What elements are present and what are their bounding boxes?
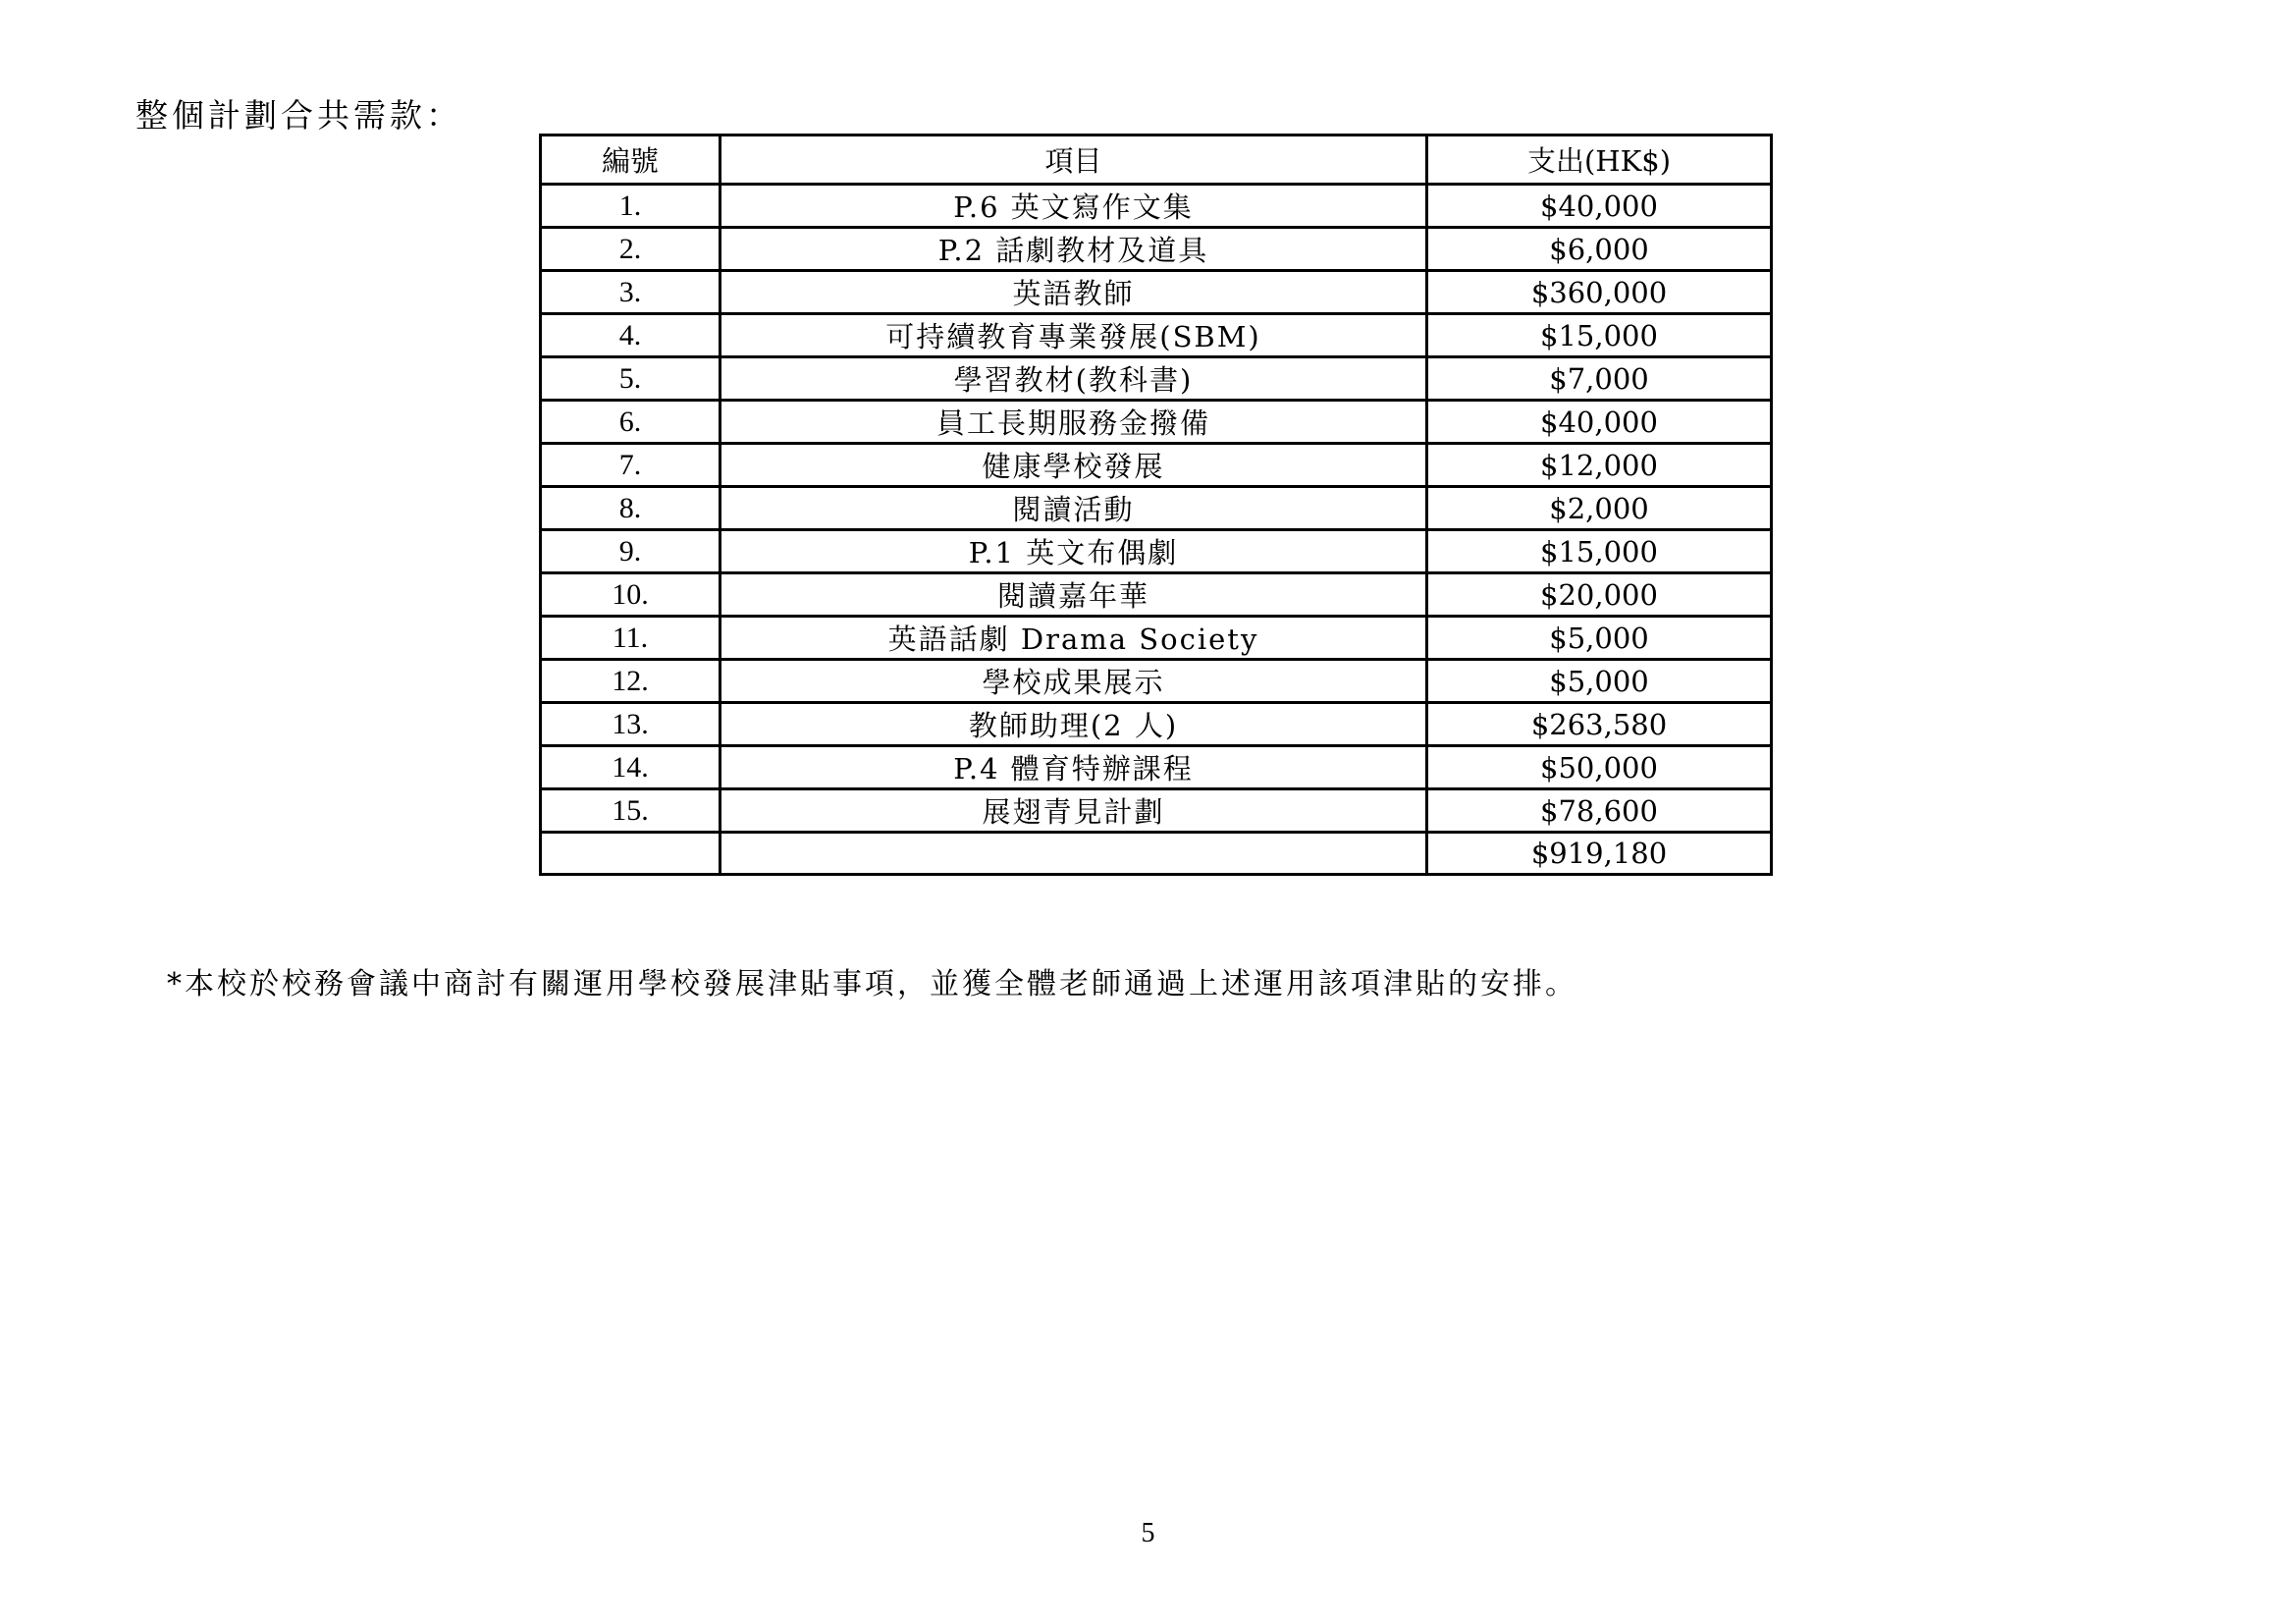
row-number: 1.: [541, 185, 721, 228]
header-item: 項目: [721, 135, 1427, 185]
row-number: 11.: [541, 617, 721, 660]
table-row: [541, 228, 1772, 271]
table-row: [541, 703, 1772, 746]
row-expense: $40,000: [1427, 185, 1772, 228]
page-number: 5: [1141, 1518, 1155, 1548]
row-item: P.2 話劇教材及道具: [721, 228, 1427, 271]
row-expense: $12,000: [1427, 444, 1772, 487]
header-expense: 支出(HK$): [1427, 135, 1772, 185]
row-number: 6.: [541, 401, 721, 444]
row-item: P.1 英文布偶劇: [721, 530, 1427, 573]
row-expense: $40,000: [1427, 401, 1772, 444]
table-row: [541, 530, 1772, 573]
page-heading: 整個計劃合共需款：: [135, 96, 462, 135]
row-item: 教師助理(2 人): [721, 703, 1427, 746]
table-row: [541, 617, 1772, 660]
row-number: 13.: [541, 703, 721, 746]
row-item: 學習教材(教科書): [721, 357, 1427, 401]
table-row: [541, 660, 1772, 703]
row-number: 12.: [541, 660, 721, 703]
row-number: 4.: [541, 314, 721, 357]
table-row: [541, 789, 1772, 833]
row-number: 10.: [541, 573, 721, 617]
row-item: 閱讀活動: [721, 487, 1427, 530]
row-number: 15.: [541, 789, 721, 833]
table-row: [541, 271, 1772, 314]
table-row: [541, 401, 1772, 444]
row-expense: $7,000: [1427, 357, 1772, 401]
row-expense: $50,000: [1427, 746, 1772, 789]
row-number: 9.: [541, 530, 721, 573]
row-number: 14.: [541, 746, 721, 789]
row-item: 學校成果展示: [721, 660, 1427, 703]
table-row: [541, 357, 1772, 401]
table-row: [541, 185, 1772, 228]
row-item: P.4 體育特辦課程: [721, 746, 1427, 789]
total-row: [541, 833, 1772, 875]
row-expense: $6,000: [1427, 228, 1772, 271]
row-number: 8.: [541, 487, 721, 530]
row-expense: $15,000: [1427, 314, 1772, 357]
row-item: 健康學校發展: [721, 444, 1427, 487]
row-item: 英語話劇 Drama Society: [721, 617, 1427, 660]
row-number: 7.: [541, 444, 721, 487]
table-row: [541, 573, 1772, 617]
table-row: [541, 487, 1772, 530]
table-row: [541, 444, 1772, 487]
row-number: 5.: [541, 357, 721, 401]
row-expense: $2,000: [1427, 487, 1772, 530]
row-item: 展翅青見計劃: [721, 789, 1427, 833]
row-expense: $263,580: [1427, 703, 1772, 746]
total-number-cell: [541, 833, 721, 875]
row-item: P.6 英文寫作文集: [721, 185, 1427, 228]
footnote: *本校於校務會議中商討有關運用學校發展津貼事項，並獲全體老師通過上述運用該項津貼的安排。: [167, 967, 1577, 1001]
row-expense: $78,600: [1427, 789, 1772, 833]
row-number: 3.: [541, 271, 721, 314]
header-number: 編號: [541, 135, 721, 185]
row-expense: $360,000: [1427, 271, 1772, 314]
table-row: [541, 314, 1772, 357]
table-header-row: [541, 135, 1772, 185]
row-expense: $5,000: [1427, 617, 1772, 660]
row-item: 英語教師: [721, 271, 1427, 314]
budget-table: [539, 134, 1773, 876]
row-expense: $20,000: [1427, 573, 1772, 617]
table-row: [541, 746, 1772, 789]
total-item-cell: [721, 833, 1427, 875]
row-expense: $5,000: [1427, 660, 1772, 703]
row-item: 可持續教育專業發展(SBM): [721, 314, 1427, 357]
row-item: 閱讀嘉年華: [721, 573, 1427, 617]
row-expense: $15,000: [1427, 530, 1772, 573]
row-item: 員工長期服務金撥備: [721, 401, 1427, 444]
total-expense: $919,180: [1427, 833, 1772, 875]
row-number: 2.: [541, 228, 721, 271]
